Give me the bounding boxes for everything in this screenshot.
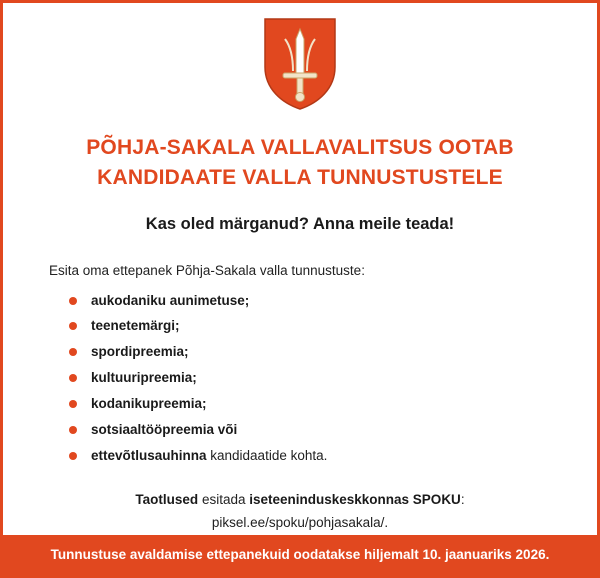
coat-of-arms-shield-with-sword-icon [263, 17, 337, 111]
list-item [69, 370, 551, 387]
list-item-label: sotsiaaltööpreemia või [91, 421, 238, 437]
bullet-icon [69, 400, 77, 408]
list-item-label: ettevõtlusauhinna [91, 447, 207, 463]
list-item-label: teenetemärgi; [91, 318, 180, 334]
page-subtitle: Kas oled märganud? Anna meile teada! [145, 214, 455, 233]
list-item-rest: kandidaatide kohta. [206, 447, 328, 463]
list-item-label: kultuuripreemia; [91, 370, 197, 386]
intro-text: Esita oma ettepanek Põhja-Sakala valla tunnustuste: [49, 262, 365, 278]
award-list [49, 293, 551, 465]
bullet-icon [69, 374, 77, 382]
page-title-line-1: PÕHJA-SAKALA VALLAVALITSUS OOTAB [86, 136, 514, 159]
list-item [69, 396, 551, 413]
apply-prefix: Taotlused [135, 491, 199, 507]
apply-suffix: : [460, 491, 465, 507]
page-title [86, 133, 514, 193]
bullet-icon [69, 297, 77, 305]
apply-place: iseteeninduskeskkonnas SPOKU [249, 491, 461, 507]
bullet-icon [69, 322, 77, 330]
list-item [69, 422, 551, 439]
list-item [69, 344, 551, 361]
bullet-icon [69, 348, 77, 356]
list-item-label: kodanikupreemia; [91, 396, 207, 412]
page-title-line-2: KANDIDAATE VALLA TUNNUSTUSTELE [97, 165, 503, 189]
list-item-label: spordipreemia; [91, 344, 189, 360]
spoku-link[interactable]: piksel.ee/spoku/pohjasakala/. [211, 515, 389, 531]
apply-middle: esitada [198, 491, 250, 507]
list-item-label: aukodaniku aunimetuse; [91, 292, 250, 308]
deadline-banner: Tunnustuse avaldamise ettepanekuid oodatakse hiljemalt 10. jaanuariks 2026. [3, 535, 597, 575]
list-item [69, 448, 551, 465]
apply-instructions [49, 489, 551, 534]
bullet-icon [69, 452, 77, 460]
bullet-icon [69, 426, 77, 434]
list-item [69, 318, 551, 335]
list-item [69, 293, 551, 310]
content-body [3, 234, 597, 534]
